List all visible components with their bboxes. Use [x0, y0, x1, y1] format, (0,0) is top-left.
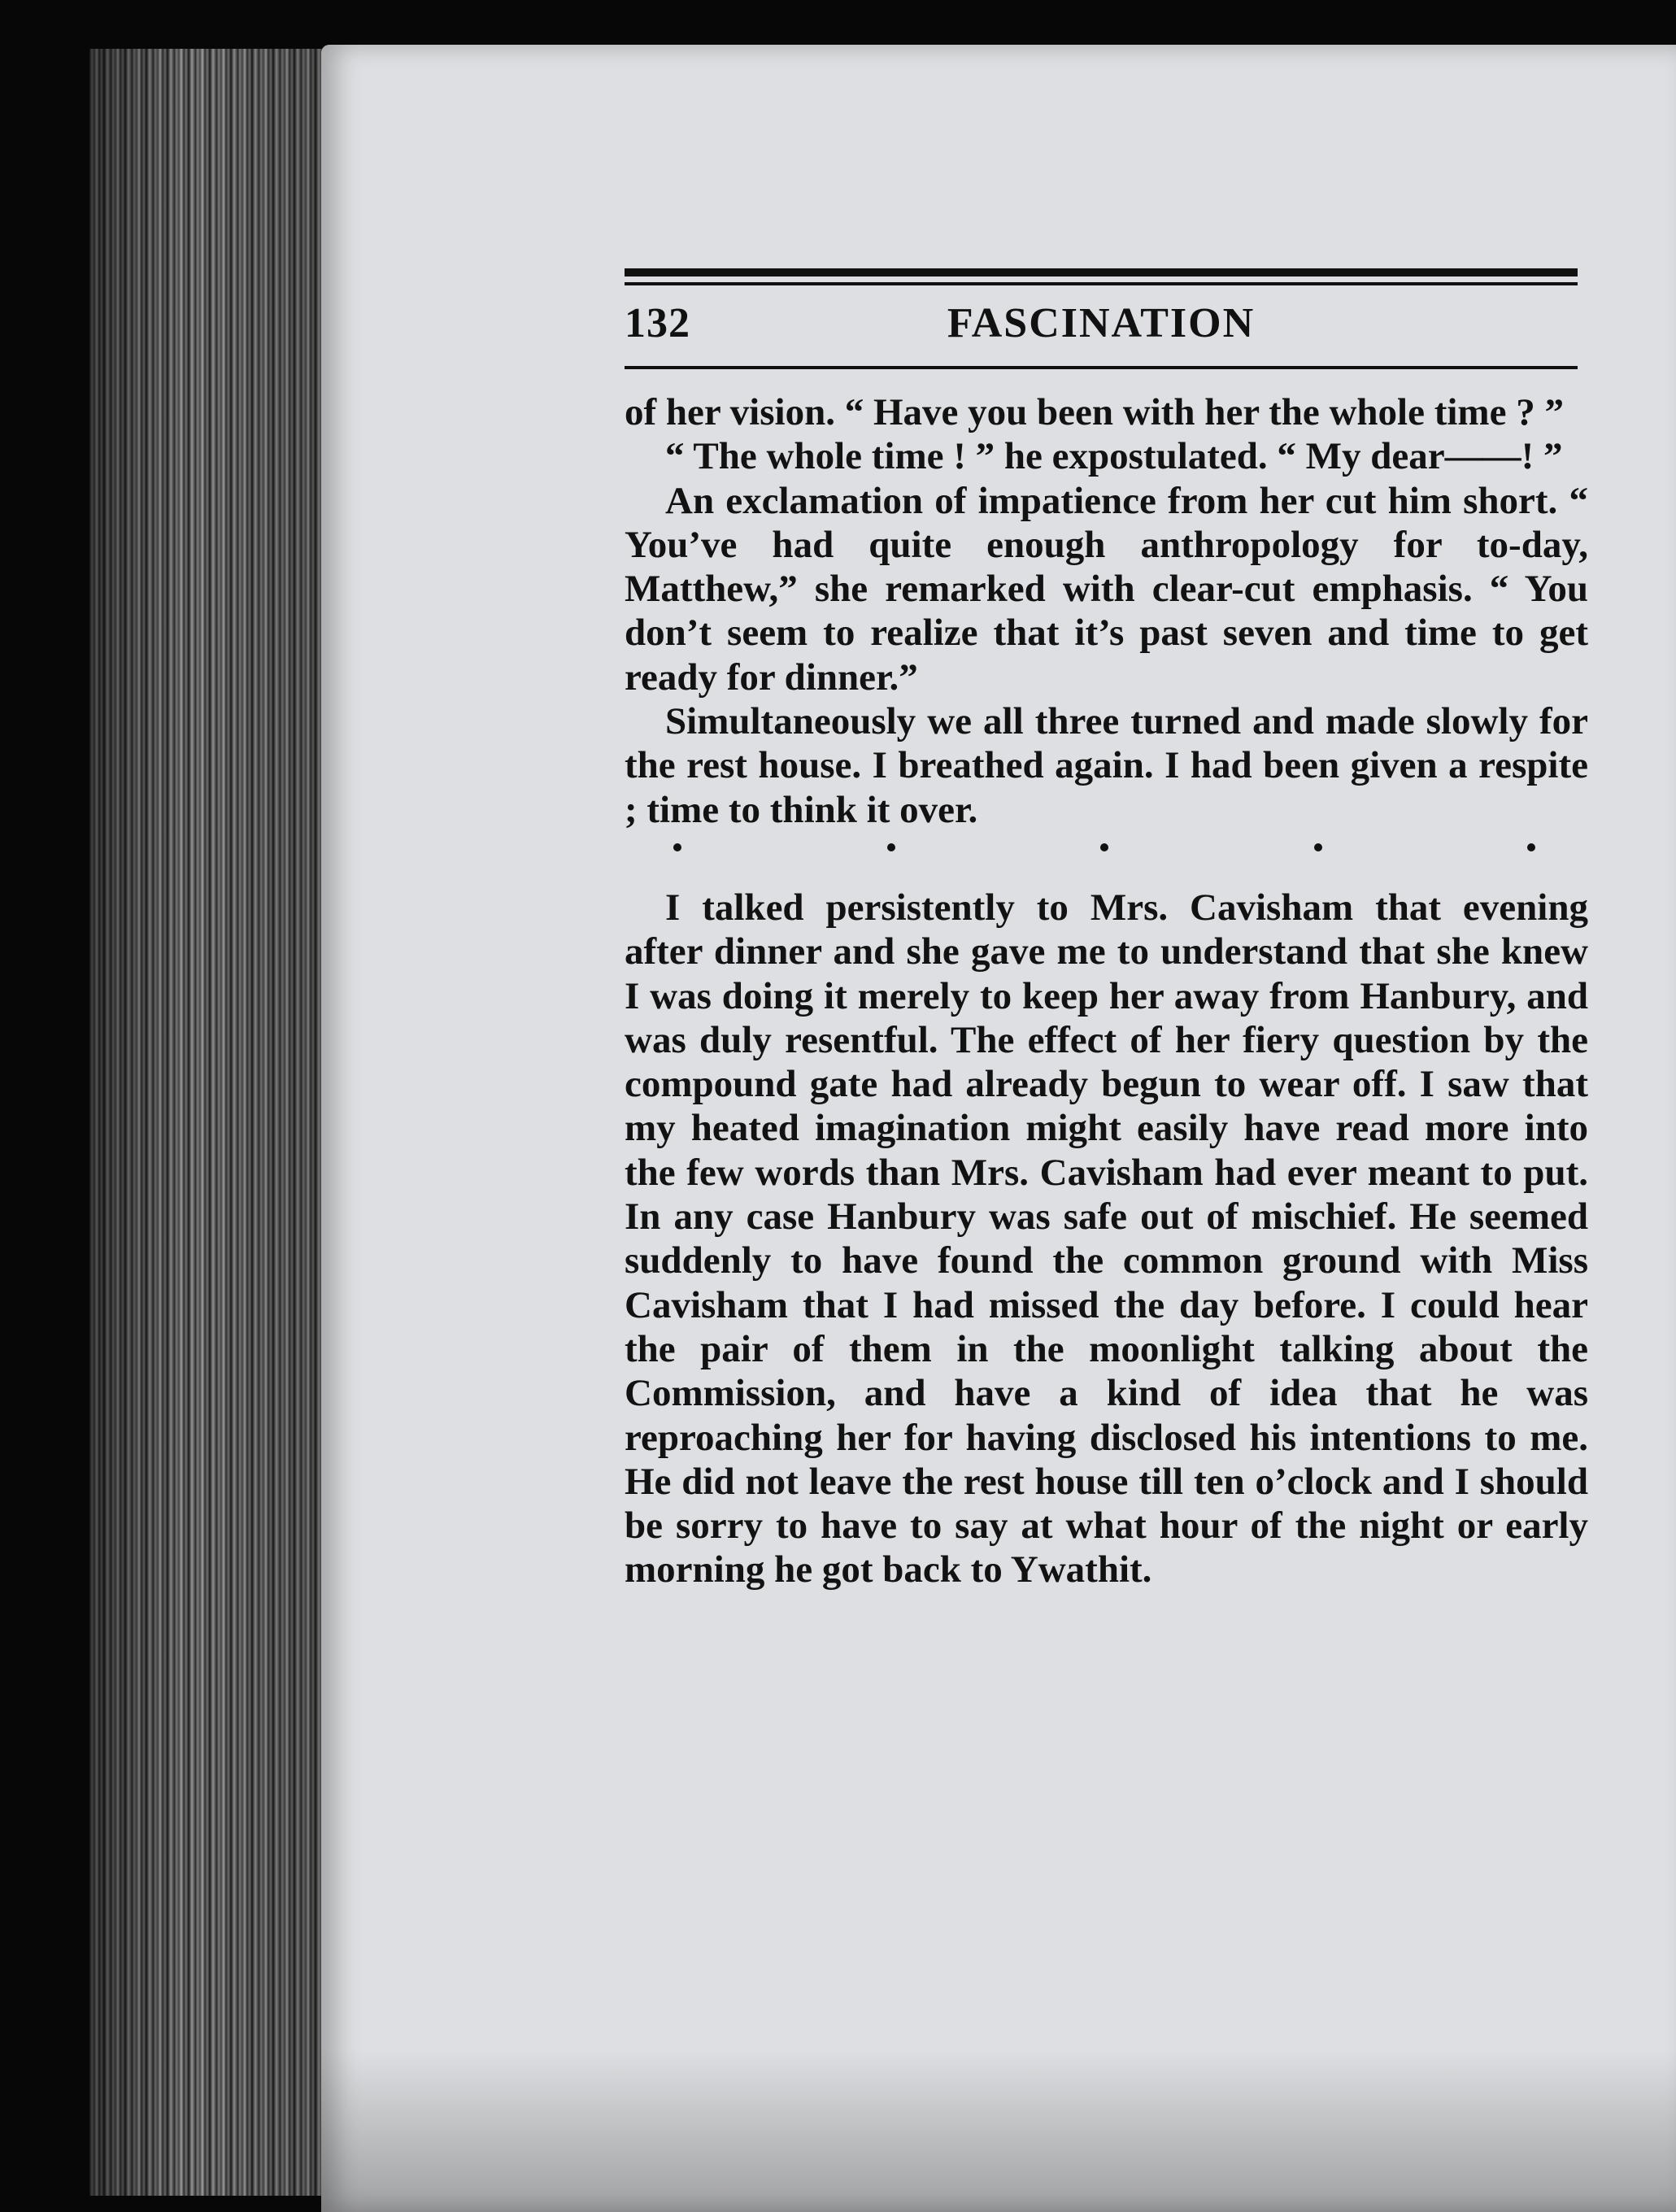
header-rule-thick	[625, 268, 1578, 276]
paragraph: of her vision. “ Have you been with her the whole time ? ”	[625, 391, 1564, 433]
section-break	[625, 837, 1568, 886]
section-break-dot	[1314, 843, 1322, 851]
section-break-dot	[1527, 843, 1535, 851]
page-bottom-shadow	[321, 2049, 1676, 2212]
paragraph: An exclamation of impatience from her cut him short. “ You’ve had quite enough anthropology for to-day, Matthew,” she remarked with clear-cut emphasis. “ You don’t seem to realize that it’s past seven and time to get ready for dinner.”	[625, 479, 1588, 699]
running-head-rule	[625, 366, 1578, 369]
paragraph: I talked persistently to Mrs. Cavisham that evening after dinner and she gave me to understand that she knew I was doing it merely to keep her away from Hanbury, and was duly resentful. The effect of her fiery question by the compound gate had already begun to wear off. I saw that my heated imagination might easily have read more into the few words than Mrs. Cavisham had ever meant to put. In any case Hanbury was safe out of mischief. He seemed suddenly to have found the common ground with Miss Cavisham that I had missed the day before. I could hear the pair of them in the moonlight talking about the Commission, and have a kind of idea that he was reproaching her for having disclosed his intentions to me. He did not leave the rest house till ten o’clock and I should be sorry to have to say at what hour of the night or early morning he got back to Ywathit.	[625, 886, 1588, 1592]
section-break-dot	[673, 843, 681, 851]
paragraph: Simultaneously we all three turned and made slowly for the rest house. I breathed again. I had been given a respite ; time to think it over.	[625, 700, 1588, 831]
section-break-dot	[887, 843, 895, 851]
section-break-dot	[1100, 843, 1108, 851]
paragraph: “ The whole time ! ” he expostulated. “ My dear——! ”	[665, 435, 1563, 478]
running-head	[625, 299, 1578, 356]
body-text	[625, 390, 1588, 1592]
header-rule-thin	[625, 282, 1578, 285]
fore-edge-shadow	[89, 49, 342, 2196]
running-title: FASCINATION	[947, 300, 1256, 346]
page-number: 132	[625, 300, 690, 346]
